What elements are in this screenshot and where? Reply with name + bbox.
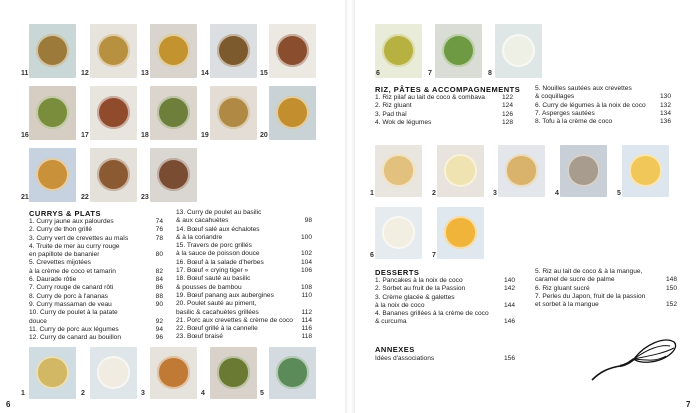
- toc-entry[interactable]: 6. Curry de légumes à la noix de coco 132: [535, 101, 671, 109]
- thumb-number: 2: [81, 390, 85, 397]
- thumb-number: 1: [21, 390, 25, 397]
- dish-photo-19: [210, 86, 257, 140]
- thumb-number: 3: [493, 190, 497, 197]
- thumb-number: 4: [201, 390, 205, 397]
- thumb-number: 15: [260, 70, 268, 77]
- dessert-photo-4: [560, 145, 607, 197]
- dish-photo-5: [269, 347, 316, 399]
- thumb-number: 5: [617, 190, 621, 197]
- toc-entry[interactable]: 18. Bœuf sauté au basilic: [176, 275, 251, 283]
- thumb-number: 1: [370, 190, 374, 197]
- toc-entry[interactable]: et sorbet à la mangue 152: [535, 301, 677, 309]
- toc-column-2: [176, 209, 312, 342]
- dish-photo-18: [150, 86, 197, 140]
- toc-entry[interactable]: en papillote de bananier 80: [29, 251, 163, 259]
- thumb-number: 21: [21, 194, 29, 201]
- left-page: [0, 0, 345, 413]
- dish-photo-15: [269, 24, 316, 78]
- thumb-number: 8: [488, 70, 492, 77]
- toc-desserts-column-1: [375, 277, 515, 327]
- toc-column-1: [29, 218, 163, 342]
- toc-entry[interactable]: à la sauce de poisson douce 102: [176, 250, 312, 258]
- toc-entry[interactable]: 20. Poulet sauté au piment,: [176, 300, 257, 308]
- section-title-currys: CURRYS & PLATS: [29, 209, 102, 218]
- toc-entry[interactable]: 1. Riz pilaf au lait de coco & combava 122: [375, 94, 513, 101]
- dish-photo-17: [90, 86, 137, 140]
- thumb-number: 13: [141, 70, 149, 77]
- toc-entry[interactable]: à la noix de coco 144: [375, 301, 515, 309]
- toc-entry[interactable]: 11. Curry de porc aux légumes 94: [29, 325, 163, 333]
- page-number: 7: [686, 400, 691, 409]
- dish-photo-14: [210, 24, 257, 78]
- dessert-photo-3: [498, 145, 545, 197]
- dish-photo-22: [90, 148, 137, 202]
- dish-photo-21: [29, 148, 76, 202]
- toc-entry[interactable]: 1. Pancakes à la noix de coco 140: [375, 277, 515, 284]
- toc-entry[interactable]: & à la coriandre 100: [176, 233, 312, 241]
- thumb-number: 19: [201, 132, 209, 139]
- thumb-number: 14: [201, 70, 209, 77]
- toc-entry[interactable]: 3. Curry vert de crevettes au maïs 78: [29, 234, 163, 242]
- toc-desserts-column-2: [535, 268, 677, 309]
- toc-entry[interactable]: 6. Daurade rôtie 84: [29, 276, 163, 284]
- whisk-icon: [590, 332, 680, 384]
- dish-photo-16: [29, 86, 76, 140]
- toc-entry[interactable]: 23. Bœuf braisé 118: [176, 333, 312, 341]
- dish-photo-r8: [495, 24, 542, 78]
- toc-entry[interactable]: 13. Curry de poulet au basilic: [176, 209, 262, 216]
- toc-entry[interactable]: à la crème de coco et tamarin 82: [29, 267, 163, 275]
- toc-entry[interactable]: 22. Bœuf grillé à la cannelle 116: [176, 325, 312, 333]
- thumb-number: 23: [141, 194, 149, 201]
- dish-photo-12: [90, 24, 137, 78]
- toc-entry[interactable]: 3. Pad thaï 126: [375, 110, 513, 118]
- dish-photo-23: [150, 148, 197, 202]
- toc-entry[interactable]: 15. Travers de porc grillés: [176, 242, 252, 250]
- toc-riz-column-2: [535, 85, 671, 126]
- toc-entry[interactable]: & curcuma 146: [375, 318, 515, 326]
- dish-photo-3: [150, 347, 197, 399]
- dessert-photo-1: [375, 145, 422, 197]
- thumb-number: 18: [141, 132, 149, 139]
- toc-entry[interactable]: 2. Curry de thon grillé 76: [29, 226, 163, 234]
- toc-entry[interactable]: 4. Truite de mer au curry rouge: [29, 242, 120, 250]
- toc-entry[interactable]: 5. Nouilles sautées aux crevettes: [535, 85, 632, 92]
- thumb-number: 4: [555, 190, 559, 197]
- toc-entry[interactable]: & pousses de bambou 108: [176, 283, 312, 291]
- section-title-riz: RIZ, PÂTES & ACCOMPAGNEMENTS: [375, 85, 521, 94]
- toc-entry[interactable]: 7. Asperges sautées 134: [535, 109, 671, 117]
- toc-entry[interactable]: douce 92: [29, 317, 163, 325]
- dessert-photo-2: [437, 145, 484, 197]
- toc-entry[interactable]: 2. Sorbet au fruit de la Passion 142: [375, 285, 515, 293]
- toc-entry[interactable]: 7. Perles du Japon, fruit de la passion: [535, 292, 646, 300]
- thumb-number: 7: [428, 70, 432, 77]
- dessert-photo-7: [437, 207, 484, 259]
- dish-photo-r6: [375, 24, 422, 78]
- dessert-photo-5: [622, 145, 669, 197]
- dish-photo-4: [210, 347, 257, 399]
- dish-photo-11: [29, 24, 76, 78]
- dish-photo-2: [90, 347, 137, 399]
- toc-entry[interactable]: 9. Curry massaman de veau 90: [29, 300, 163, 308]
- toc-entry[interactable]: 19. Bœuf panang aux aubergines 110: [176, 291, 312, 299]
- toc-entry[interactable]: & coquillages 130: [535, 93, 671, 101]
- book-gutter: [345, 0, 355, 413]
- right-page: [355, 0, 700, 413]
- toc-entry[interactable]: & aux cacahuètes 98: [176, 217, 312, 225]
- toc-entry[interactable]: Idées d'associations 156: [375, 355, 515, 362]
- thumb-number: 22: [81, 194, 89, 201]
- toc-entry[interactable]: 4. Wok de légumes 128: [375, 118, 513, 126]
- toc-entry[interactable]: 8. Tofu à la crème de coco 136: [535, 118, 671, 126]
- toc-entry[interactable]: 21. Porc aux crevettes & crème de coco 114: [176, 316, 312, 324]
- dessert-photo-6: [375, 207, 422, 259]
- thumb-number: 17: [81, 132, 89, 139]
- dish-photo-20: [269, 86, 316, 140]
- toc-entry[interactable]: 16. Bœuf à la salade d'herbes 104: [176, 258, 312, 266]
- thumb-number: 6: [376, 70, 380, 77]
- toc-entry[interactable]: 4. Bananes grillées à la crème de coco: [375, 310, 489, 318]
- toc-annexes: [375, 355, 515, 363]
- page-number: 6: [6, 400, 11, 409]
- toc-entry[interactable]: 6. Riz gluant sucré 150: [535, 284, 677, 292]
- dish-photo-13: [150, 24, 197, 78]
- thumb-number: 5: [260, 390, 264, 397]
- thumb-number: 2: [432, 190, 436, 197]
- toc-entry[interactable]: 7. Curry rouge de canard rôti 86: [29, 284, 163, 292]
- toc-entry[interactable]: caramel de sucre de palme 148: [535, 276, 677, 284]
- toc-entry[interactable]: basilic & cacahuètes grillées 112: [176, 308, 312, 316]
- thumb-number: 20: [260, 132, 268, 139]
- thumb-number: 6: [370, 252, 374, 259]
- toc-riz-column-1: [375, 94, 513, 127]
- dish-photo-1: [29, 347, 76, 399]
- dish-photo-r7: [435, 24, 482, 78]
- toc-entry[interactable]: 12. Curry de canard au bouillon 96: [29, 334, 163, 342]
- thumb-number: 12: [81, 70, 89, 77]
- toc-entry[interactable]: 10. Curry de poulet à la patate: [29, 309, 118, 317]
- toc-entry[interactable]: 3. Crème glacée & galettes: [375, 293, 455, 301]
- thumb-number: 11: [21, 70, 29, 77]
- thumb-number: 7: [432, 252, 436, 259]
- section-title-annexes: ANNEXES: [375, 345, 415, 354]
- thumb-number: 3: [141, 390, 145, 397]
- toc-entry[interactable]: 5. Riz au lait de coco & à la mangue,: [535, 268, 643, 275]
- toc-entry[interactable]: 8. Curry de porc à l'ananas 88: [29, 292, 163, 300]
- toc-entry[interactable]: 1. Curry jaune aux palourdes 74: [29, 218, 163, 225]
- toc-entry[interactable]: 5. Crevettes mijotées: [29, 259, 91, 267]
- toc-entry[interactable]: 17. Bœuf « crying tiger » 106: [176, 267, 312, 275]
- toc-entry[interactable]: 2. Riz gluant 124: [375, 102, 513, 110]
- thumb-number: 16: [21, 132, 29, 139]
- toc-entry[interactable]: 14. Bœuf salé aux échalotes: [176, 225, 260, 233]
- section-title-desserts: DESSERTS: [375, 268, 420, 277]
